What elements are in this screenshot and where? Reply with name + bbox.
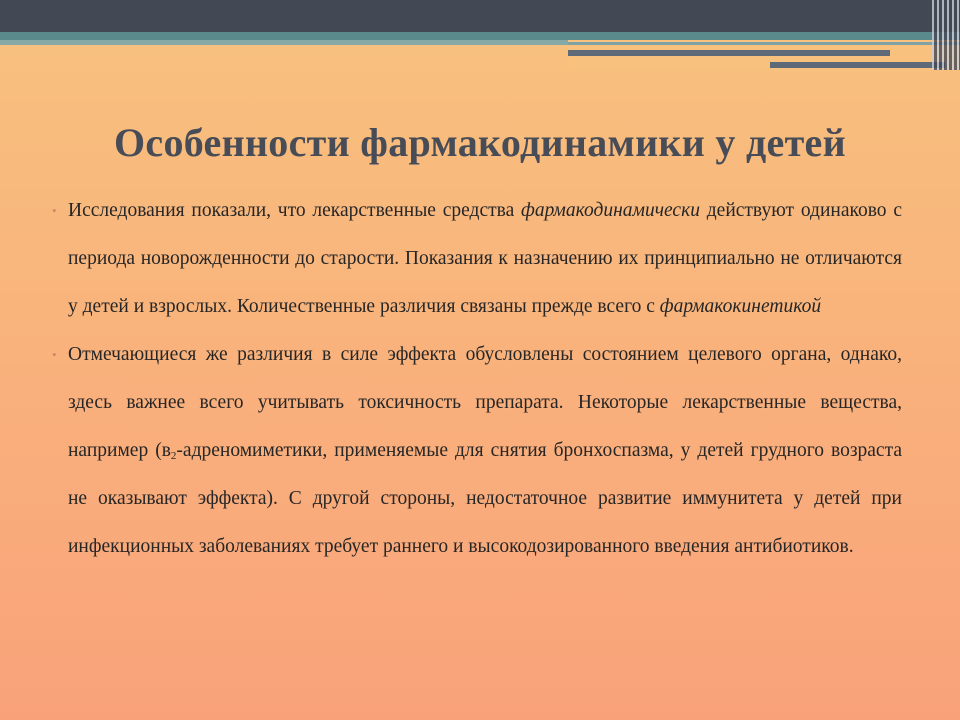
subscript: 2 [170, 450, 177, 462]
bullet-paragraph-2 [52, 331, 902, 571]
corner-stripes-decoration [932, 0, 960, 70]
header-band-dark [0, 0, 960, 32]
paragraph-text: Исследования показали, что лекарственные средства [68, 200, 522, 221]
bullet-paragraph-1 [52, 187, 902, 331]
header-accent-line [568, 42, 960, 45]
header-band-teal [0, 32, 960, 40]
bullet-icon: • [52, 347, 57, 362]
italic-term: фармакодинамически [521, 200, 700, 221]
slide-body [52, 187, 902, 571]
header-accent-line [568, 50, 890, 56]
bullet-icon: • [52, 203, 57, 218]
header-band-teal-light [0, 40, 568, 45]
slide-title: Особенности фармакодинамики у детей [114, 119, 846, 165]
header-accent-line [770, 62, 945, 68]
paragraph-text: -адреномиметики, применяемые для снятия бронхоспазма, у детей грудного возраста не оказывают эффекта). С другой стороны, недостаточное развитие иммунитета у детей при инфекционных заболеваниях требует раннего и высокодозированного введения антибиотиков. [68, 440, 903, 557]
italic-term: фармакокинетикой [659, 296, 822, 317]
paragraph-text: действуют одинаково с периода новорожденности до старости. Показания к назначению их принципиально не отличаются у детей и взрослых. Количественные различия связаны прежде всего с [68, 200, 902, 317]
paragraph-text: Отмечающиеся же различия в силе эффекта обусловлены состоянием целевого органа, однако, здесь важнее всего учитывать токсичность препарата. Некоторые лекарственные вещества, например (в [68, 344, 902, 461]
